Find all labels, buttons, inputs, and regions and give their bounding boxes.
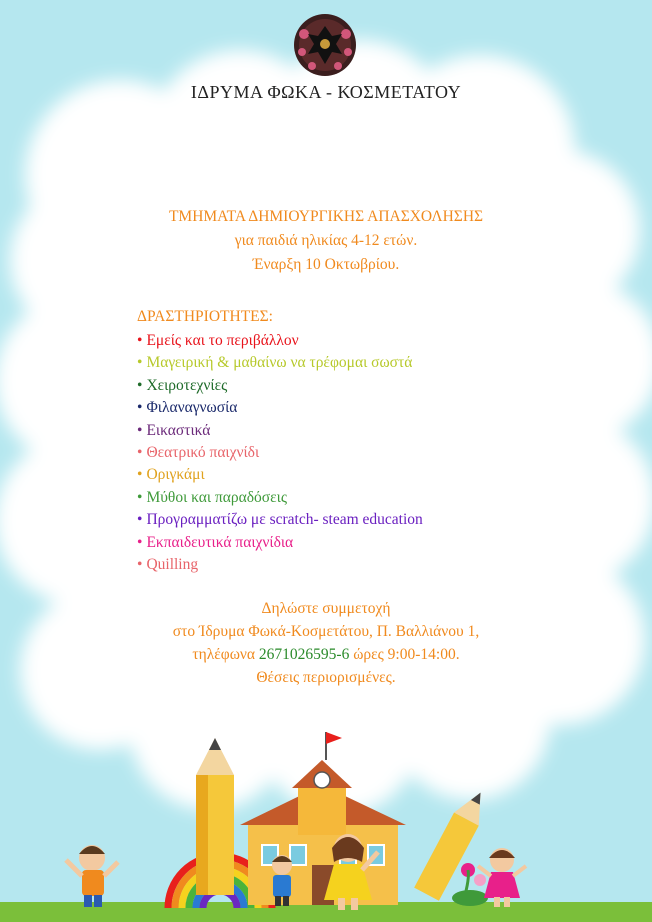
bullet-icon: • — [137, 511, 143, 529]
contact-phone-prefix: τηλέφωνα — [192, 646, 259, 663]
activity-label: Θεατρικό παιχνίδι — [146, 444, 260, 462]
activity-item — [137, 397, 423, 419]
school-building-icon — [240, 732, 406, 905]
activity-item — [137, 375, 423, 397]
bullet-icon: • — [137, 332, 143, 349]
bullet-icon: • — [137, 488, 143, 506]
activity-label: Φιλαναγνωσία — [146, 399, 238, 417]
contact-limited-places: Θέσεις περιορισμένες. — [256, 669, 396, 686]
school-illustration — [0, 730, 652, 922]
activity-item — [137, 464, 423, 486]
activity-label: Εικαστικά — [146, 421, 211, 439]
activity-item — [137, 532, 423, 554]
activity-item — [137, 554, 423, 576]
header-start-date: Έναρξη 10 Οκτωβρίου. — [252, 256, 400, 273]
crest-logo — [292, 12, 358, 78]
bullet-icon: • — [137, 444, 143, 462]
contact-phone-hours — [0, 646, 652, 664]
organization-title: ΙΔΡΥΜΑ ΦΩΚΑ - ΚΟΣΜΕΤΑΤΟΥ — [190, 82, 462, 102]
activity-label: Χειροτεχνίες — [146, 376, 228, 394]
contact-phone-number: 2671026595-6 — [258, 646, 350, 663]
bullet-icon: • — [137, 533, 143, 551]
activities-list — [137, 330, 423, 576]
bullet-icon: • — [137, 376, 143, 394]
bullet-icon: • — [137, 399, 143, 417]
activity-item — [137, 330, 423, 352]
contact-hours: ώρες 9:00-14:00. — [349, 646, 460, 663]
header-title: ΤΜΗΜΑΤΑ ΔΗΜΙΟΥΡΓΙΚΗΣ ΑΠΑΣΧΟΛΗΣΗΣ — [168, 208, 484, 225]
bullet-icon: • — [137, 556, 143, 574]
activity-label: Εμείς και το περιβάλλον — [146, 332, 299, 349]
header-age-range: για παιδιά ηλικίας 4-12 ετών. — [234, 232, 418, 249]
activity-label: Προγραμματίζω με scratch- steam education — [146, 511, 423, 529]
activity-item — [137, 420, 423, 442]
activity-label: Οριγκάμι — [146, 466, 205, 484]
contact-address: στο Ίδρυμα Φωκά-Κοσμετάτου, Π. Βαλλιάνου 1, — [172, 623, 480, 640]
activities-title: ΔΡΑΣΤΗΡΙΟΤΗΤΕΣ: — [137, 308, 273, 325]
contact-call-to-action: Δηλώστε συμμετοχή — [261, 600, 391, 617]
activity-label: Εκπαιδευτικά παιχνίδια — [146, 533, 294, 551]
child-boy-icon — [66, 845, 118, 907]
activity-item — [137, 442, 423, 464]
activity-label: Quilling — [146, 556, 199, 574]
activity-item — [137, 487, 423, 509]
pencil-icon — [196, 738, 234, 895]
bullet-icon: • — [137, 466, 143, 484]
bullet-icon: • — [137, 421, 143, 439]
activity-label: Μύθοι και παραδόσεις — [146, 488, 287, 506]
activity-item — [137, 509, 423, 531]
bullet-icon: • — [137, 354, 143, 372]
activity-label: Μαγειρική & μαθαίνω να τρέφομαι σωστά — [146, 354, 413, 372]
activity-item — [137, 352, 423, 374]
